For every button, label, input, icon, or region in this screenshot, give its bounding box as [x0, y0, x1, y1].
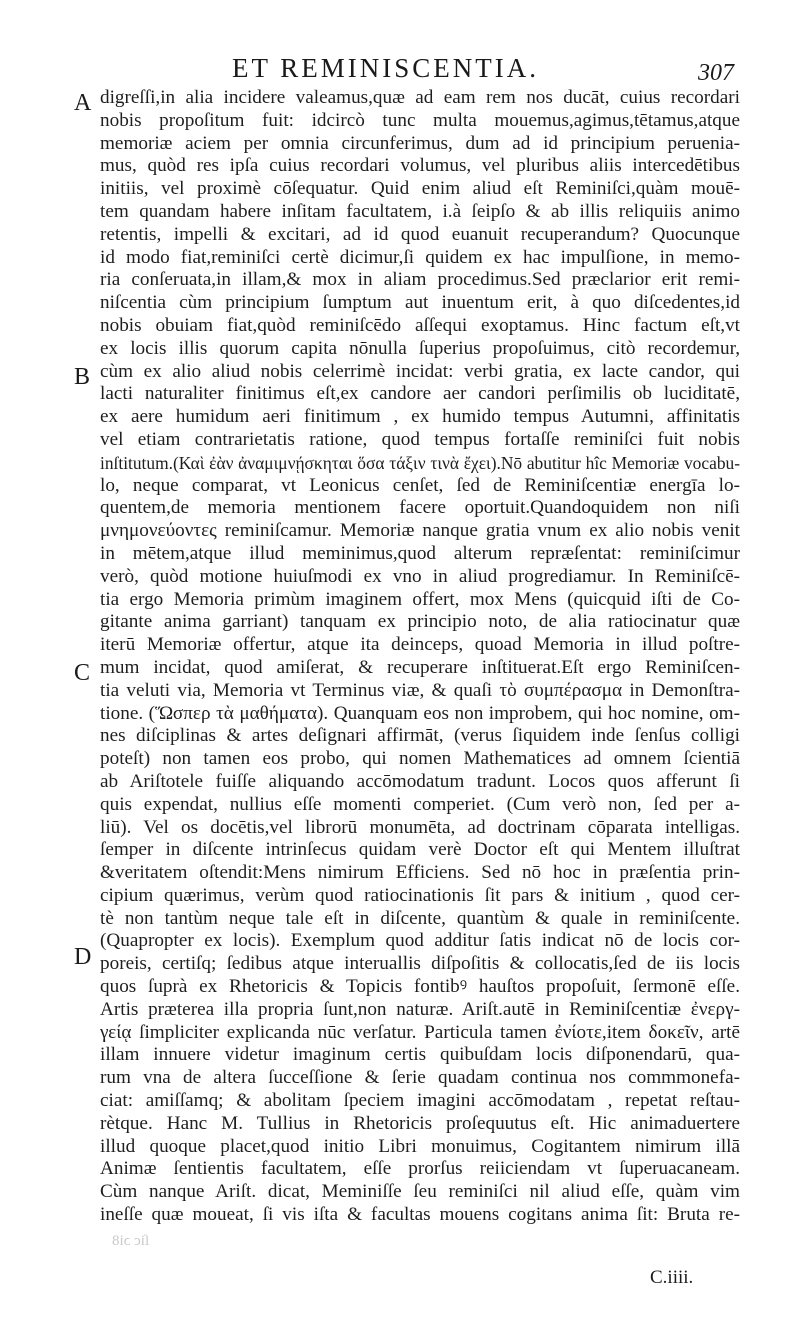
text-line: iterū Memoriæ offertur, atque ita deinceps, quoad Memoria in illud poſtre-: [100, 634, 740, 656]
text-line: ria conſeruata,in illam,& mox in aliam procedimus.Sed præclarior erit remi-: [100, 269, 740, 291]
text-line: rètque. Hanc M. Tullius in Rhetoricis proſequutus eſt. Hic animaduertere: [100, 1112, 740, 1134]
text-line: gitante anima garriant) tanquam ex principio noto, de alia ratiocinatur quæ: [100, 611, 740, 633]
text-line: poreis, certiſq; ſedibus atque interuallis diſpoſitis & collocatis,ſed de iis locis: [100, 953, 740, 975]
page-number: 307: [698, 60, 734, 86]
text-line: lo, neque comparat, vt Leonicus cenſet, ſed de Reminiſcentiæ energīa lo-: [100, 474, 740, 496]
text-line: mum incidat, quod amiſerat, & recuperare inſtituerat.Eſt ergo Reminiſcen-: [100, 656, 740, 678]
text-line: memoriæ aciem per omnia circunferimus, dum ad id principium peruenia-: [100, 132, 740, 154]
text-line: Animæ ſentientis facultatem, eſſe prorſus reiiciendam vt ſuperuacaneam.: [100, 1158, 740, 1180]
text-line: μνημονεύοντες reminiſcamur. Memoriæ nanque gratia vnum ex alio nobis venit: [100, 520, 740, 542]
margin-marker-a: A: [74, 90, 92, 116]
page-header: [0, 50, 800, 90]
text-line: γείᾳ ſimpliciter explicanda nūc verſatur. Particula tamen ἐνίοτε,item δοκεῖν, artē: [100, 1021, 740, 1043]
text-line: niſcentia cùm principium ſumptum aut inuentum erit, à quo diſcedentes,id: [100, 292, 740, 314]
text-line: lacti naturaliter finitimus eſt,ex candore aer candori perſimilis ob luciditatē,: [100, 383, 740, 405]
text-line: ſemper in diſcente intrinſecus quidam verè Doctor eſt qui Mentem illuſtrat: [100, 839, 740, 861]
text-line: nobis propoſitum fuit: idcircò tunc multa mouemus,agimus,tētamus,atque: [100, 109, 740, 131]
text-line: tione. (Ὥσπερ τὰ μαθήματα). Quanquam eos non improbem, qui hoc nomine, om-: [100, 702, 740, 724]
text-line: tè non tantùm neque tale eſt in diſcente, quantùm & quale in reminiſcente.: [100, 907, 740, 929]
margin-marker-d: D: [74, 944, 92, 970]
running-title: ET REMINISCENTIA.: [232, 53, 539, 83]
bleed-through-text: ſic ɔi8: [112, 1233, 150, 1249]
text-line: nobis obuiam fiat,quòd reminiſcēdo aſſequi exoptamus. Hinc factum eſt,vt: [100, 314, 740, 336]
text-line: initiis, vel proximè cōſequatur. Quid enim aliud eſt Reminiſci,quàm mouē-: [100, 178, 740, 200]
text-line: mus, quòd res ipſa cuius recordari volumus, vel pluribus aliis intercedētibus: [100, 155, 740, 177]
text-line: Artis præterea illa propria ſunt,non naturæ. Ariſt.autē in Reminiſcentiæ ἐνεργ-: [100, 998, 740, 1020]
text-line: ex aere humidum aeri finitimum , ex humido tempus Autumni, affinitatis: [100, 406, 740, 428]
text-line: liū). Vel os docētis,vel librorū monumēta, ad doctrinam cōparata intelligas.: [100, 816, 740, 838]
text-line: cùm ex alio aliud nobis celerrimè incidat: verbi gratia, ex lacte candor, qui: [100, 360, 740, 382]
text-line: illam innuere videtur imaginum certis quibuſdam locis diſponendarū, qua-: [100, 1044, 740, 1066]
text-line: in mētem,atque illud meminimus,quod alterum repræſentat: reminiſcimur: [100, 542, 740, 564]
text-line: ineſſe quæ moueat, ſi vis iſta & facultas mouens cogitans anima ſit: Bruta re-: [100, 1204, 740, 1226]
text-line: tem quandam habere inſitam facultatem, i.à ſeipſo & ab illis reliquiis animo: [100, 200, 740, 222]
text-line: tia veluti via, Memoria vt Terminus viæ, & quaſi τὸ συμπέρασμα in Demonſtra-: [100, 679, 740, 701]
text-line: vel etiam contrarietatis ratione, quod tempus fortaſſe reminiſci fuit nobis: [100, 428, 740, 450]
text-line: tia ergo Memoria primùm imaginem offert, mox Mens (quicquid iſti de Co-: [100, 588, 740, 610]
margin-marker-b: B: [74, 364, 91, 390]
text-line: ex locis illis quorum capita nōnulla ſuperius propoſuimus, citò recordemur,: [100, 337, 740, 359]
signature-mark: C.iiii.: [650, 1267, 694, 1288]
margin-marker-c: C: [74, 660, 91, 686]
body-text: [100, 87, 740, 1227]
text-line: retentis, impelli & excitari, ad id quod euanuit recuperandum? Quocunque: [100, 223, 740, 245]
text-line: ciat: amiſſamq; & abolitam ſpeciem imagini accōmodatam , repetat reſtau-: [100, 1090, 740, 1112]
text-line: quentem,de memoria mentionem facere oportuit.Quandoquidem non niſi: [100, 497, 740, 519]
text-line: (Quapropter ex locis). Exemplum quod additur ſatis indicat nō de locis cor-: [100, 930, 740, 952]
text-line: inſtitutum.(Καὶ ἐὰν ἀναμιμνῄσκηται ὅσα τάξιν τινὰ ἔχει).Nō abutitur hîc Memoriæ vocabu-: [100, 452, 740, 473]
text-line: &veritatem oſtendit:Mens nimirum Efficiens. Sed nō hoc in præſentia prin-: [100, 862, 740, 884]
text-line: illud quoque placet,quod initio Libri monuimus, Cogitantem nimirum illā: [100, 1135, 740, 1157]
text-line: Cùm nanque Ariſt. dicat, Meminiſſe ſeu reminiſci nil aliud eſſe, quàm vim: [100, 1181, 740, 1203]
text-line: digreſſi,in alia incidere valeamus,quæ ad eam rem nos ducāt, cuius recordari: [100, 87, 740, 108]
text-line: verò, quòd motione huiuſmodi ex vno in aliud progrediamur. In Reminiſcē-: [100, 565, 740, 587]
text-line: rum vna de altera ſucceſſione & ſerie quadam continua nos commmonefa-: [100, 1067, 740, 1089]
text-line: ab Ariſtotele fuiſſe aliquando accōmodatum tradunt. Locos quos afferunt ſi: [100, 770, 740, 792]
text-line: quos ſuprà ex Rhetoricis & Topicis fontibꝰ hauſtos propoſuit, ſermonē eſſe.: [100, 976, 740, 998]
text-line: quis expendat, nullius eſſe momenti comperiet. (Cum verò non, ſed per a-: [100, 793, 740, 815]
text-line: id modo fiat,reminiſci certè dicimur,ſi quidem ex hac impulſione, in memo-: [100, 246, 740, 268]
text-line: cipium quærimus, verùm quod ratiocinationis ſit pars & initium , quod cer-: [100, 884, 740, 906]
text-line: nes diſciplinas & artes deſignari affirmāt, (verus ſiquidem inde ſenſus colligi: [100, 725, 740, 747]
text-line: poteſt) non tamen eos probo, qui nomen Mathematices ad omnem ſcientiā: [100, 748, 740, 770]
